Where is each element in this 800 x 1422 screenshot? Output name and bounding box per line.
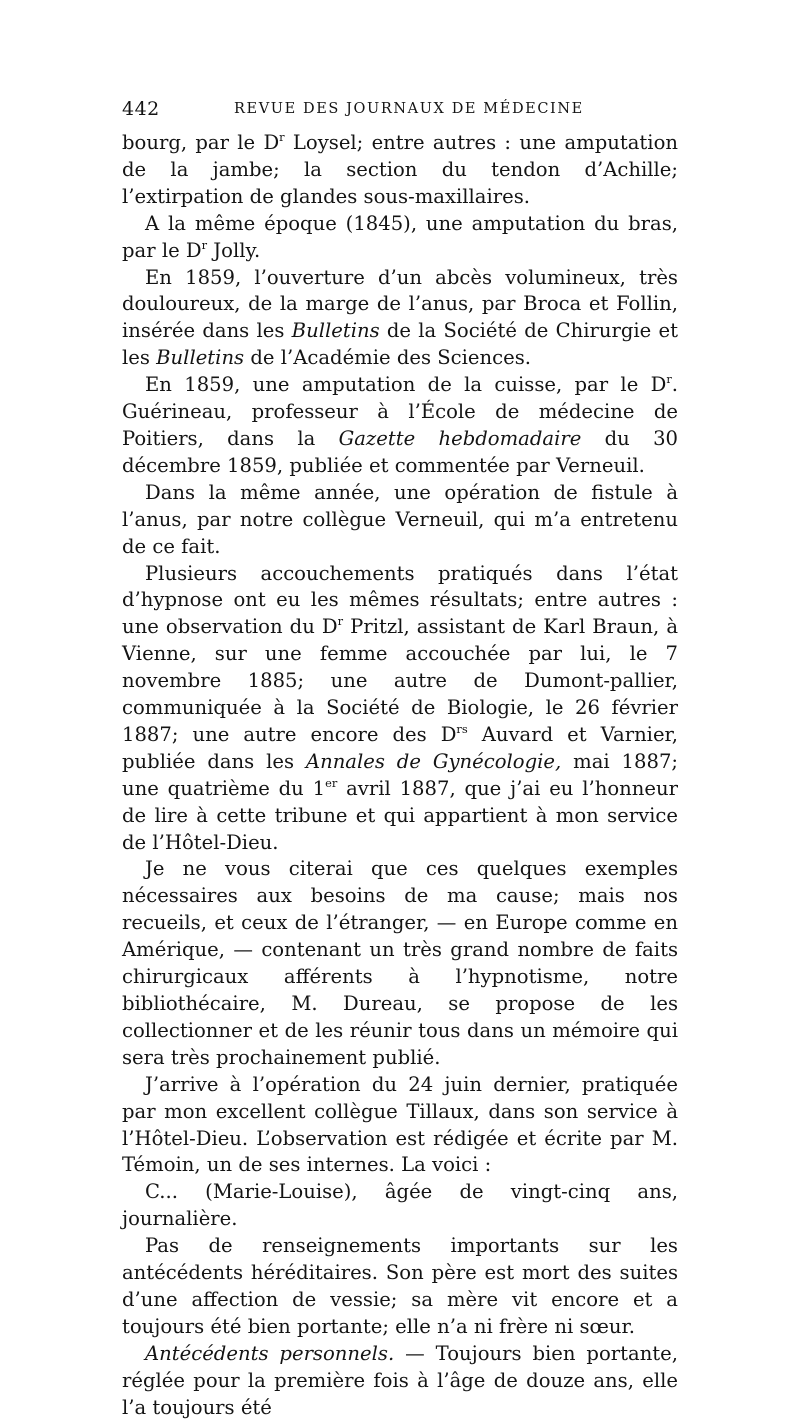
text-run: . Guérineau, professeur à l’École de médecine de Poitiers, dans la [122,373,678,450]
paragraph [122,561,678,857]
running-title: REVUE DES JOURNAUX DE MÉDECINE [234,101,584,117]
italic-title: Bulletins [291,319,380,343]
text-run: Plusieurs accouchements pratiqués dans l’état d’hypnose ont eu les mêmes résultats; entre autres : une observation du D [122,561,678,639]
text-run: de la Société de Chirurgie et les [122,319,678,370]
paragraph: C... (Marie-Louise), âgée de vingt-cinq ans, journalière. [122,1180,678,1231]
page-header [122,98,678,124]
paragraph [122,211,678,265]
paragraph-continuation [122,130,678,211]
page-number: 442 [122,98,160,120]
text-run: Loysel; entre autres : une amputation de la jambe; la section du tendon d’Achille; l’extirpation de glandes sous-maxillaires. [122,131,678,208]
text-run: En 1859, l’ouverture d’un abcès volumineux, très douloureux, de la marge de l’anus, par Broca et Follin, insérée dans les [122,265,678,343]
italic-heading: Antécédents personnels. [145,1341,395,1365]
text-run: du 30 décembre 1859, publiée et commentée par Verneuil. [122,426,679,477]
italic-title: Gazette hebdomadaire [338,426,582,450]
text-run: mai 1887; une quatrième du 1 [122,749,679,800]
paragraph: J’arrive à l’opération du 24 juin dernier, pratiquée par mon excellent collègue Tillaux, dans son service à l’Hôtel-Dieu. L’observation est rédigée et écrite par M. Témoin, un de ses internes. La voici : [122,1072,678,1177]
superscript: r [666,372,672,387]
text-run: avril 1887, que j’ai eu l’honneur de lire à cette tribune et qui appartient à mon service de l’Hôtel-Dieu. [122,776,678,854]
text-run: A la même époque (1845), une amputation du bras, par le D [122,211,678,262]
paragraph: Pas de renseignements importants sur les antécédents héréditaires. Son père est mort des suites d’une affection de vessie; sa mère vit encore et a toujours été bien portante; elle n’a ni frère ni sœur. [122,1234,678,1338]
superscript: er [325,775,338,790]
paragraph [122,372,678,480]
superscript: rs [456,721,468,736]
text-run: — Toujours bien portante, réglée pour la première fois à l’âge de douze ans, elle l’a toujours été [122,1341,679,1419]
text-run: Jolly. [207,238,261,262]
italic-title: Annales de Gynécologie, [305,749,562,773]
italic-title: Bulletins [156,346,245,370]
text-run: Auvard et Varnier, publiée dans les [122,722,678,773]
text-run: de l’Académie des Sciences. [244,346,531,370]
paragraph: Dans la même année, une opération de fistule à l’anus, par notre collègue Verneuil, qui m’a entretenu de ce fait. [122,480,678,558]
paragraph [122,1341,678,1422]
text-run: En 1859, une amputation de la cuisse, par le D [145,373,667,397]
superscript: r [279,130,285,145]
paragraph: Je ne vous citerai que ces quelques exemples nécessaires aux besoins de ma cause; mais nos recueils, et ceux de l’étranger, — en Europe comme en Amérique, — contenant un très grand nombre de faits chirurgicaux afférents à l’hypnotisme, notre bibliothécaire, M. Dureau, se propose de les collectionner et de les réunir tous dans un mémoire qui sera très prochainement publié. [122,857,678,1069]
superscript: r [337,614,344,629]
superscript: r [201,237,208,252]
body-text [122,130,678,1422]
text-run: Pritzl, assistant de Karl Braun, à Vienne, sur une femme accouchée par lui, le 7 novembre 1885; une autre de Dumont-pallier, communiquée à la Société de Biologie, le 26 février 1887; une autre encore des D [122,615,678,746]
paragraph [122,265,678,373]
text-run: bourg, par le D [122,131,280,154]
